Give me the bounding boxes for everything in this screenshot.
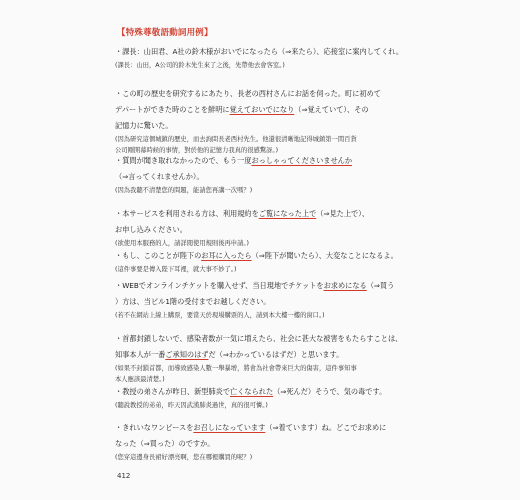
example-entry [115, 86, 435, 156]
example-entry [115, 384, 435, 411]
example-line [115, 169, 435, 185]
example-text: 知事本人が一番 [115, 350, 166, 359]
chinese-translation: (欲使用本服務的人，請詳閱使用規則後再申請。) [115, 240, 249, 247]
example-text: （⇒言ってくれませんか）。 [115, 172, 204, 181]
example-line [115, 102, 435, 118]
example-line [115, 278, 435, 294]
honorific-phrase: 亡くなられた [230, 387, 274, 396]
honorific-phrase: お耳に入ったら [201, 251, 252, 260]
example-text: （⇒陛下が聞いたら）、大変なことになるよ。 [251, 251, 398, 260]
example-text: （⇒着ています）ね。どこでお求めに [265, 423, 387, 432]
example-text: 記憶力に驚いた。 [115, 121, 173, 130]
example-text: ）方は、当ビル1階の受付までお越しください。 [115, 297, 271, 306]
example-line [115, 44, 435, 60]
example-text: ・課長：山田君、A社の鈴木様がおいでになったら（⇒来たら）、応接室に案内してくれ。 [115, 47, 404, 56]
example-text: デパートができた時のことを鮮明に [115, 105, 230, 114]
chinese-translation: 公司剛開幕時候的事情，對於他的記憶力我真的很感驚訝。) [115, 147, 279, 154]
example-entry [115, 206, 435, 249]
section-title: 【特殊尊敬語動詞用例】 [117, 28, 213, 38]
example-text: ・WEBでオンラインチケットを購入せず、当日現地でチケットを [115, 281, 324, 290]
example-text: （⇒見た上で）、 [316, 209, 370, 218]
chinese-translation: 本人應該最清楚。) [115, 376, 165, 383]
page-number: 412 [117, 472, 131, 480]
example-line [115, 248, 435, 264]
example-text: ・本サービスを利用される方は、利用規約を [115, 209, 259, 218]
example-text: ・この町の歴史を研究するにあたり、長老の西村さんにお話を伺った。町に初めて [115, 89, 381, 98]
example-entry [115, 248, 435, 275]
example-text: ・首都封鎖しないで、感染者数が一気に増えたら、社会に甚大な被害をもたらすことは、 [115, 334, 403, 343]
example-line [115, 331, 435, 347]
honorific-phrase: お召しになっています [193, 423, 266, 432]
chinese-translation: (如果不封鎖首都，而導致感染人數一舉暴增，將會為社會帶來巨大的傷害，這件事知事 [115, 365, 357, 372]
example-text: お申し込みください。 [115, 225, 187, 234]
example-line [115, 86, 435, 102]
example-text: だ（⇒わかっているはずだ）と思います。 [208, 350, 344, 359]
example-entry [115, 420, 435, 463]
example-line [115, 420, 435, 436]
honorific-phrase: 覚えておいでになり [229, 105, 295, 114]
example-text: ・教授の弟さんが昨日、新型肺炎で [115, 387, 231, 396]
chinese-translation: (您穿這邊身長裙好漂亮啊，您在哪裡購買的呢？) [115, 454, 253, 461]
example-line [115, 294, 435, 310]
example-line [115, 153, 435, 169]
chinese-translation: (這件事要是傳入陛下耳裡，就大事不妙了。) [115, 266, 237, 273]
chinese-translation: (因為研究這個城鎮的歷史，而去詢問長老西村先生。他還很清晰地記得城鎮第一間百貨 [115, 136, 357, 143]
chinese-translation: (課長：山田，A公司的鈴木先生來了之後，先帶他去會客室。) [115, 62, 285, 69]
chinese-translation: (因為我聽不清楚您的問題，能請您再講一次嗎？) [115, 187, 253, 194]
example-text: ・質問が聞き取れなかったので、もう一度 [115, 156, 252, 165]
example-text: （⇒買う [366, 281, 395, 290]
example-line [115, 222, 435, 238]
example-entry [115, 153, 435, 196]
example-entry [115, 331, 435, 385]
example-line [115, 436, 435, 452]
example-text: ・もし、このことが陛下の [115, 251, 202, 260]
example-text: （⇒覚えていて）、その [294, 105, 369, 114]
chinese-translation: (聽說教授的弟弟，昨天因武漢肺炎過世，真的很可憐。) [115, 402, 268, 409]
honorific-phrase: おっしゃってくださいませんか [251, 156, 353, 165]
example-text: なった（⇒買った）のですか。 [115, 439, 215, 448]
example-line [115, 384, 435, 400]
example-line [115, 347, 435, 363]
example-entry [115, 44, 435, 71]
honorific-phrase: ご承知のはず [165, 350, 209, 359]
example-line [115, 206, 435, 222]
honorific-phrase: ご覧になった上で [258, 209, 317, 218]
example-text: （⇒死んだ）そうで、気の毒です。 [273, 387, 387, 396]
example-entry [115, 278, 435, 321]
example-text: ・きれいなワンピースを [115, 423, 194, 432]
honorific-phrase: お求めになる [323, 281, 367, 290]
chinese-translation: (若不在網站上線上購票，要當天於現場購票的人，請到本大樓一樓的窗口。) [115, 312, 325, 319]
example-line [115, 118, 435, 134]
